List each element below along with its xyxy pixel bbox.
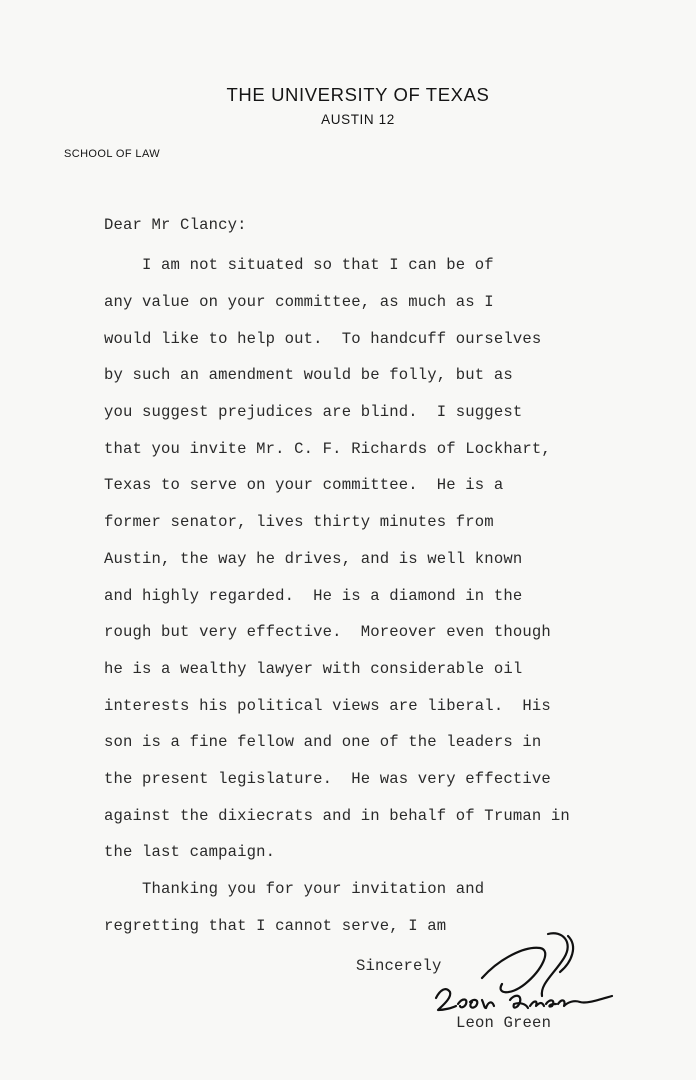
body-line: you suggest prejudices are blind. I suggest xyxy=(104,403,523,421)
body-line: would like to help out. To handcuff ourselves xyxy=(104,330,542,348)
body-line: Austin, the way he drives, and is well known xyxy=(104,550,523,568)
closing: Sincerely xyxy=(356,957,442,975)
body-line: son is a fine fellow and one of the leaders in xyxy=(104,733,542,751)
body-line: interests his political views are liberal. His xyxy=(104,697,551,715)
letterhead-department: SCHOOL OF LAW xyxy=(64,148,161,160)
body-line: former senator, lives thirty minutes from xyxy=(104,513,494,531)
body-line: against the dixiecrats and in behalf of Truman in xyxy=(104,807,570,825)
body-line: I am not situated so that I can be of xyxy=(104,256,494,274)
body-line: he is a wealthy lawyer with considerable oil xyxy=(104,660,523,678)
body-line: the present legislature. He was very effective xyxy=(104,770,551,788)
body-line: that you invite Mr. C. F. Richards of Lockhart, xyxy=(104,440,551,458)
body-line: any value on your committee, as much as I xyxy=(104,293,494,311)
body-line: regretting that I cannot serve, I am xyxy=(104,917,447,935)
body-line: by such an amendment would be folly, but as xyxy=(104,366,513,384)
typed-signatory-name: Leon Green xyxy=(456,1014,552,1032)
salutation: Dear Mr Clancy: xyxy=(104,216,247,234)
body-line: Texas to serve on your committee. He is a xyxy=(104,476,504,494)
letterhead-institution: THE UNIVERSITY OF TEXAS xyxy=(226,84,490,105)
body-line: rough but very effective. Moreover even though xyxy=(104,623,551,641)
signature-image xyxy=(430,928,620,1028)
letterhead-city: AUSTIN 12 xyxy=(321,112,395,127)
body-line: and highly regarded. He is a diamond in the xyxy=(104,587,523,605)
body-line: Thanking you for your invitation and xyxy=(104,880,485,898)
body-line: the last campaign. xyxy=(104,843,276,861)
